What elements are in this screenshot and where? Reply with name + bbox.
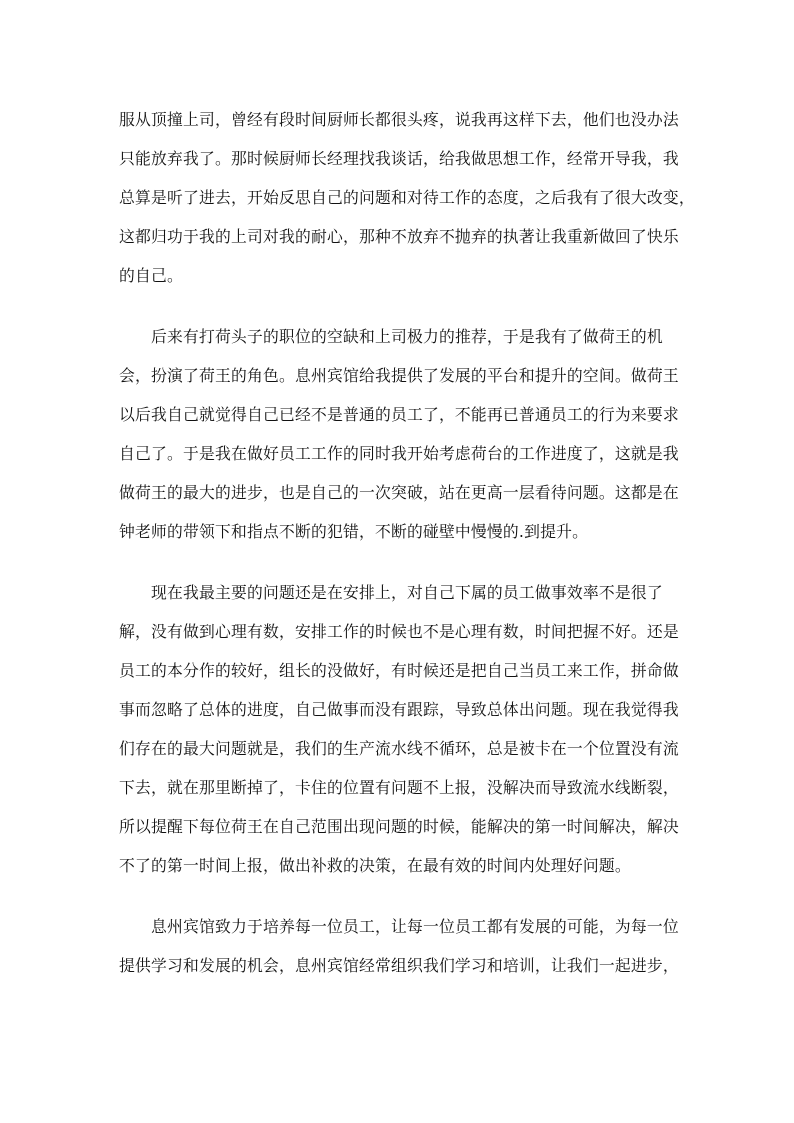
paragraph-line: 总算是听了进去，开始反思自己的问题和对待工作的态度，之后我有了很大改变， [119, 188, 695, 207]
paragraph-line: 自己了。于是我在做好员工工作的同时我开始考虑荷台的工作进度了，这就是我 [119, 444, 679, 463]
paragraph-line: 以后我自己就觉得自己已经不是普通的员工了，不能再已普通员工的行为来要求 [119, 405, 679, 424]
paragraph-line: 所以提醒下每位荷王在自己范围出现问题的时候，能解决的第一时间解决，解决 [119, 817, 679, 836]
paragraph-3 [119, 573, 679, 885]
paragraph-line: 会，扮演了荷王的角色。息州宾馆给我提供了发展的平台和提升的空间。做荷王 [119, 366, 679, 385]
paragraph-1 [119, 100, 695, 295]
paragraph-line: 现在我最主要的问题还是在安排上，对自己下属的员工做事效率不是很了 [151, 583, 663, 602]
paragraph-line: 钟老师的带领下和指点不断的犯错，不断的碰壁中慢慢的.到提升。 [119, 522, 589, 541]
paragraph-line: 的自己。 [119, 266, 183, 285]
paragraph-line: 解，没有做到心理有数，安排工作的时候也不是心理有数，时间把握不好。还是 [119, 622, 679, 641]
paragraph-line: 服从顶撞上司，曾经有段时间厨师长都很头疼，说我再这样下去，他们也没办法 [119, 110, 679, 129]
paragraph-2 [119, 317, 679, 551]
paragraph-line: 提供学习和发展的机会，息州宾馆经常组织我们学习和培训，让我们一起进步， [119, 956, 679, 975]
paragraph-4 [119, 907, 679, 985]
paragraph-line: 不了的第一时间上报，做出补救的决策，在最有效的时间内处理好问题。 [119, 856, 631, 875]
paragraph-line: 后来有打荷头子的职位的空缺和上司极力的推荐，于是我有了做荷王的机 [151, 327, 663, 346]
paragraph-line: 事而忽略了总体的进度，自己做事而没有跟踪，导致总体出问题。现在我觉得我 [119, 700, 679, 719]
paragraph-line: 这都归功于我的上司对我的耐心，那种不放弃不抛弃的执著让我重新做回了快乐 [119, 227, 679, 246]
paragraph-line: 下去，就在那里断掉了，卡住的位置有问题不上报，没解决而导致流水线断裂， [119, 778, 679, 797]
paragraph-line: 员工的本分作的较好，组长的没做好，有时候还是把自己当员工来工作，拼命做 [119, 661, 679, 680]
paragraph-line: 息州宾馆致力于培养每一位员工，让每一位员工都有发展的可能，为每一位 [151, 917, 679, 936]
document-body [119, 100, 695, 985]
paragraph-line: 只能放弃我了。那时候厨师长经理找我谈话，给我做思想工作，经常开导我，我 [119, 149, 679, 168]
paragraph-line: 做荷王的最大的进步，也是自己的一次突破，站在更高一层看待问题。这都是在 [119, 483, 679, 502]
paragraph-line: 们存在的最大问题就是，我们的生产流水线不循环，总是被卡在一个位置没有流 [119, 739, 679, 758]
